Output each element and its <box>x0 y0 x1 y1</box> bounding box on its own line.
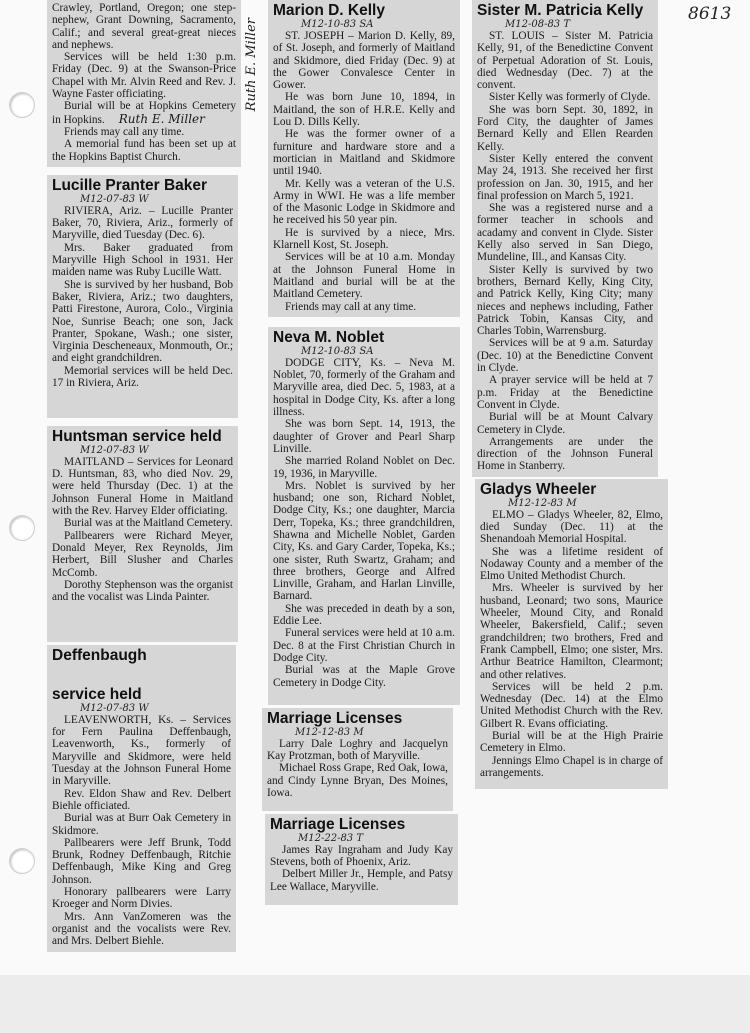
paragraph: Services will be held 2 p.m. Wednesday (Dec. 14) at the Elmo United Methodist Church with the Rev. Gilbert R. Evans officiating. <box>480 680 663 730</box>
paragraph: ST. LOUIS – Sister M. Patricia Kelly, 91, of the Benedictine Convent of Perpetual Adoration of St. Louis, died Wednesday (Dec. 7) at the convent. <box>477 30 653 92</box>
paragraph: He is survived by a niece, Mrs. Klarnell Kost, St. Joseph. <box>273 226 455 252</box>
paragraph: Burial was at the Maple Grove Cemetery in Dodge City. <box>273 664 455 689</box>
paragraph: Mrs. Wheeler is survived by her husband, Leonard; two sons, Maurice Wheeler, Mound City, and Ronald Wheeler, Bakersfield, Calif.; seven grandchildren; two brothers, Fred and Frank Campbell, Elmo; one sister, Mrs. Arthur Beatrice Hamilton, Clearmont; and other relatives. <box>480 582 663 681</box>
paragraph: Jennings Elmo Chapel is in charge of arrangements. <box>480 754 663 779</box>
paragraph: Honorary pallbearers were Larry Kroeger and Norm Divies. <box>52 886 231 911</box>
handwritten-signature: Ruth E. Miller <box>118 111 205 126</box>
paragraph: Funeral services were held at 10 a.m. Dec. 8 at the First Christian Church in Dodge City. <box>273 627 455 664</box>
handwritten-date-note: M12-10-83 SA <box>301 19 374 30</box>
clipping-huntsman-service <box>47 426 238 642</box>
punch-hole <box>9 515 35 541</box>
headline: Marion D. Kelly <box>273 2 385 19</box>
paragraph: Pallbearers were Richard Meyer, Donald Meyer, Rex Reynolds, Jim Herbert, Bill Slusher and Charles McComb. <box>52 529 233 579</box>
headline: Neva M. Noblet <box>273 328 385 346</box>
headline: Sister M. Patricia Kelly <box>477 2 644 19</box>
handwritten-date-note: M12-07-83 W <box>80 702 149 714</box>
gap <box>52 664 231 686</box>
clipping-obituary-continuation <box>47 0 241 167</box>
paragraph: Mrs. Baker graduated from Maryville High School in 1931. Her maiden name was Ruby Lucille Watt. <box>52 241 233 279</box>
paragraph: Michael Ross Grape, Red Oak, Iowa, and Cindy Lynne Bryan, Des Moines, Iowa. <box>267 762 448 800</box>
paragraph: Friends may call at any time. <box>285 300 417 313</box>
paragraph: MAITLAND – Services for Leonard D. Huntsman, 83, who died Nov. 29, were held Thursday (Dec. 1) at the Johnson Funeral Home in Maitland with the Rev. Harvey Elder officiating. <box>52 455 233 518</box>
paragraph: James Ray Ingraham and Judy Kay Stevens, both of Phoenix, Ariz. <box>270 843 453 869</box>
headline: Lucille Pranter Baker <box>52 176 208 194</box>
paragraph: Services will be held 1:30 p.m. Friday (Dec. 9) at the Swanson-Price Chapel with Mr. Alvin Reed and Rev. J. Wayne Faster officiating. <box>52 51 236 101</box>
paragraph: She is survived by her husband, Bob Baker, Riviera, Ariz.; two daughters, Patti Firestone, Aurora, Colo., Virginia Noe, Sunrise Beach; one son, Jack Pranter, Spokane, Wash.; one sister, Virginia Descheneaux, Monmouth, Or.; and eight grandchildren. <box>52 278 233 365</box>
paragraph: Burial will be at Mount Calvary Cemetery in Clyde. <box>477 411 653 436</box>
paragraph: Arrangements are under the direction of the Johnson Funeral Home in Stanberry. <box>477 435 653 473</box>
paragraph: Sister Kelly entered the convent May 24, 1913. She received her first profession on Jan. 30, 1915, and her final profession on March 5, 1921. <box>477 152 653 202</box>
paragraph: Mr. Kelly was a veteran of the U.S. Army in WWI. He was a life member of the Masonic Lodge in Skidmore and he received his 50 year pin. <box>273 177 455 227</box>
paragraph: Mrs. Noblet is survived by her husband; one son, Richard Noblet, Dodge City, Ks.; one daughter, Marcia Derr, Topeka, Ks.; three grandchildren, Shawna and Michelle Noblet, Garden City, Ks. and Gary Carder, Topeka, Ks.; one sister, Ruth Swartz, Graham; and three brothers, George and Alfred Linville, Graham, and Harlan Linville, Barnard. <box>273 479 455 603</box>
paragraph: Burial was at the Maitland Cemetery. <box>64 517 233 530</box>
paragraph: RIVIERA, Ariz. – Lucille Pranter Baker, 70, Riviera, Ariz., formerly of Maryville, died Tuesday (Dec. 6). <box>52 204 233 242</box>
clipping-noblet-obituary <box>268 327 460 705</box>
paragraph: Rev. Eldon Shaw and Rev. Delbert Biehle officiated. <box>52 787 231 812</box>
paragraph: Memorial services will be held Dec. 17 in Riviera, Ariz. <box>52 364 233 390</box>
headline: Huntsman service held <box>52 427 222 445</box>
headline: Deffenbaugh <box>52 646 147 664</box>
paragraph: Dorothy Stephenson was the organist and the vocalist was Linda Painter. <box>52 578 233 604</box>
clipping-wheeler-obituary <box>475 479 668 789</box>
clipping-marriage-licenses-2 <box>265 814 458 905</box>
paragraph: He was the former owner of a furniture and hardware store and a mortician in Maitland and Skidmore until 1940. <box>273 128 455 178</box>
handwritten-date-note: M12-12-83 M <box>295 726 364 738</box>
page-number: 8613 <box>688 4 732 24</box>
paragraph: Larry Dale Loghry and Jacquelyn Kay Protzman, both of Maryville. <box>267 737 448 763</box>
paragraph: Burial was at Burr Oak Cemetery in Skidmore. <box>52 812 231 837</box>
paragraph: Services will be at 10 a.m. Monday at the Johnson Funeral Home in Maitland and burial will be at the Maitland Cemetery. <box>273 251 455 301</box>
clipping-marriage-licenses-1 <box>262 708 453 811</box>
clipping-deffenbaugh-service <box>47 645 236 952</box>
handwritten-date-note: M12-10-83 SA <box>301 345 374 357</box>
paragraph: ELMO – Gladys Wheeler, 82, Elmo, died Sunday (Dec. 11) at the Shenandoah Memorial Hospital. <box>480 508 663 546</box>
handwritten-date-note: M12-07-83 W <box>80 193 149 205</box>
paragraph: Pallbearers were Jeff Brunk, Todd Brunk, Rodney Deffenbaugh, Ritchie Deffenbaugh, Mike King and Greg Johnson. <box>52 836 231 886</box>
paragraph: She was a lifetime resident of Nodaway County and a member of the Elmo United Methodist Church. <box>480 545 663 583</box>
paragraph: Sister Kelly was formerly of Clyde. <box>489 91 651 104</box>
handwritten-date-note: M12-07-83 W <box>80 444 149 456</box>
paragraph: She was born Sept. 14, 1913, the daughter of Grover and Pearl Sharp Linville. <box>273 418 455 455</box>
paragraph: Burial will be at Hopkins Cemetery in Hopkins. Ruth E. Miller <box>52 100 236 126</box>
column-left <box>47 0 241 952</box>
margin-signature: Ruth E. Miller <box>244 18 259 112</box>
paragraph: Services will be at 9 a.m. Saturday (Dec. 10) at the Benedictine Convent in Clyde. <box>477 337 653 375</box>
paragraph: Delbert Miller Jr., Hemple, and Patsy Lee Wallace, Maryville. <box>270 868 453 893</box>
headline: Marriage Licenses <box>270 815 406 833</box>
headline: Gladys Wheeler <box>480 480 597 498</box>
paragraph: She was born Sept. 30, 1892, in Ford City, the daughter of James Bernard Kelly and Ellen Rearden Kelly. <box>477 103 653 153</box>
paragraph: ST. JOSEPH – Marion D. Kelly, 89, of St. Joseph, and formerly of Maitland and Skidmore, died Friday (Dec. 9) at the Gower Convalesce Center in Gower. <box>273 30 455 92</box>
paragraph: She was preceded in death by a son, Eddie Lee. <box>273 602 455 628</box>
paragraph: A memorial fund has been set up at the Hopkins Baptist Church. <box>52 138 236 163</box>
paragraph: Friends may call any time. <box>64 125 185 138</box>
punch-hole <box>9 848 35 874</box>
paragraph: She married Roland Noblet on Dec. 19, 1936, in Maryville. <box>273 455 455 480</box>
paragraph: Sister Kelly is survived by two brothers, Bernard Kelly, King City, and Patrick Kelly, King City; many nieces and nephews including, Father Patrick Tobin, Kansas City, and Charles Tobin, Warrensburg. <box>477 263 653 338</box>
clipping-sister-kelly-obituary <box>472 0 658 477</box>
paragraph: Burial will be at the High Prairie Cemetery in Elmo. <box>480 730 663 755</box>
handwritten-date-note: M12-12-83 M <box>508 497 577 509</box>
column-middle <box>262 0 460 905</box>
paragraph: He was born June 10, 1894, in Maitland, the son of H.R.E. Kelly and Lou D. Dills Kelly. <box>273 91 455 129</box>
handwritten-date-note: M12-22-83 T <box>298 832 364 844</box>
clipping-baker-obituary <box>47 175 238 418</box>
paragraph: Crawley, Portland, Oregon; one step-nephew, Grant Downing, Sacramento, Calif.; and several great-great nieces and nephews. <box>52 2 236 51</box>
handwritten-date-note: M12-08-83 T <box>505 19 571 30</box>
paragraph: LEAVENWORTH, Ks. – Services for Fern Paulina Deffenbaugh, Leavenworth, Ks., formerly of Maryville and Skidmore, were held Tuesday at the Johnson Funeral Home in Maryville. <box>52 713 231 788</box>
column-right <box>472 0 668 789</box>
paragraph: A prayer service will be held at 7 p.m. Friday at the Benedictine Convent in Clyde. <box>477 374 653 411</box>
headline-continued: service held <box>52 685 142 703</box>
paragraph: Mrs. Ann VanZomeren was the organist and the vocalists were Rev. and Mrs. Delbert Biehle. <box>52 910 231 948</box>
paragraph: She was a registered nurse and a former teacher in schools and acadamy and convent in Clyde. Sister Kelly also served in San Diego, Mundeline, Ill., and Kansas City. <box>477 202 653 264</box>
headline: Marriage Licenses <box>267 709 403 727</box>
punch-hole <box>9 92 35 118</box>
clipping-kelly-obituary <box>268 0 460 317</box>
paragraph: DODGE CITY, Ks. – Neva M. Noblet, 70, formerly of the Graham and Maryville area, died Dec. 5, 1983, at a hospital in Dodge City, Ks. after a long illness. <box>273 356 455 419</box>
